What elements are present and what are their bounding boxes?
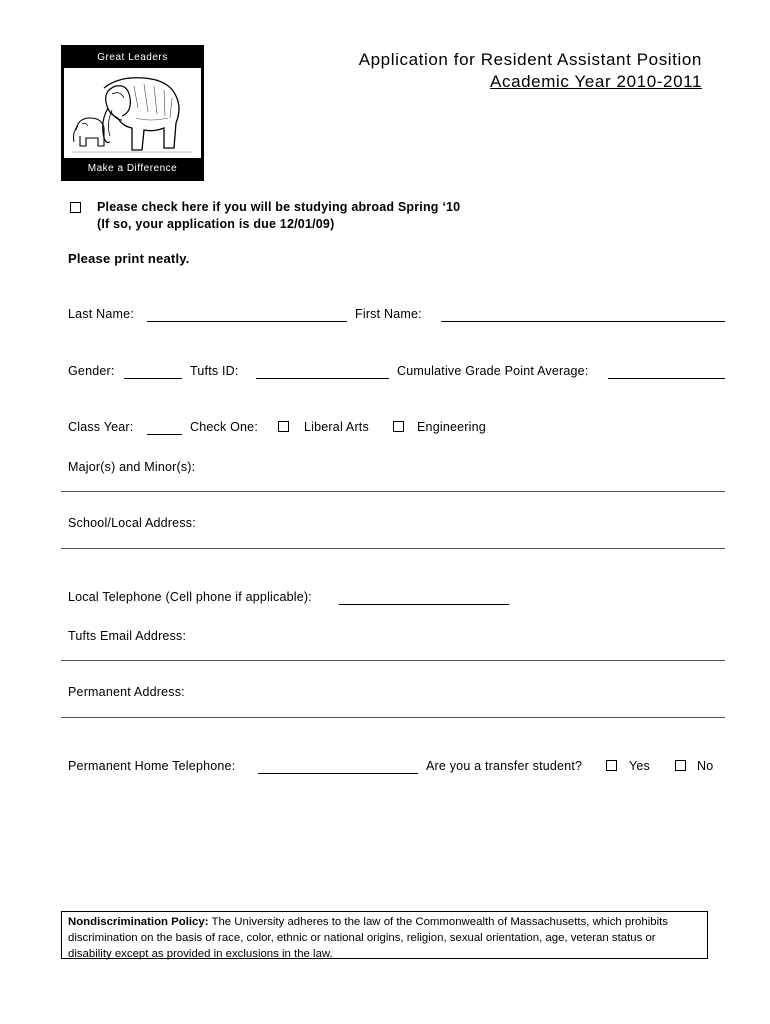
print-neatly-instruction: Please print neatly. [68, 251, 190, 266]
gpa-label: Cumulative Grade Point Average: [397, 364, 589, 378]
check-one-label: Check One: [190, 420, 259, 434]
study-abroad-label: Please check here if you will be studying abroad Spring ‘10 [97, 200, 461, 214]
last-name-label: Last Name: [68, 307, 134, 321]
logo-top-text: Great Leaders [97, 52, 168, 63]
policy-heading: Nondiscrimination Policy: [68, 916, 209, 928]
last-name-field[interactable] [147, 321, 347, 322]
policy-text: The University adheres to the law of the Commonwealth of Massachusetts, which prohibits discrimination on the basis of race, color, ethnic or national origins, religion, sexual orientation, age, veteran status or disability except as provided in exclusions in the law. [68, 916, 668, 960]
school-address-field[interactable] [61, 548, 725, 549]
logo-bottom-text: Make a Difference [87, 163, 178, 174]
class-year-label: Class Year: [68, 420, 134, 434]
study-abroad-due-note: (If so, your application is due 12/01/09) [97, 217, 335, 231]
tufts-id-field[interactable] [256, 378, 389, 379]
logo [61, 45, 204, 181]
transfer-no-checkbox[interactable] [675, 760, 686, 771]
elephant-family-icon [64, 68, 201, 158]
transfer-student-label: Are you a transfer student? [426, 759, 583, 773]
engineering-checkbox[interactable] [393, 421, 404, 432]
liberal-arts-checkbox[interactable] [278, 421, 289, 432]
home-telephone-label: Permanent Home Telephone: [68, 759, 236, 773]
permanent-address-label: Permanent Address: [68, 685, 185, 699]
study-abroad-checkbox[interactable] [70, 202, 81, 213]
school-address-label: School/Local Address: [68, 516, 196, 530]
local-telephone-label: Local Telephone (Cell phone if applicable): [68, 590, 312, 604]
class-year-field[interactable] [147, 434, 182, 435]
email-field[interactable] [61, 660, 725, 661]
gender-field[interactable] [124, 378, 182, 379]
first-name-field[interactable] [441, 321, 725, 322]
gender-label: Gender: [68, 364, 115, 378]
liberal-arts-label: Liberal Arts [304, 420, 369, 434]
nondiscrimination-policy-box [61, 911, 708, 959]
local-telephone-field[interactable] [339, 604, 509, 605]
first-name-label: First Name: [355, 307, 422, 321]
engineering-label: Engineering [417, 420, 486, 434]
transfer-yes-checkbox[interactable] [606, 760, 617, 771]
majors-minors-label: Major(s) and Minor(s): [68, 460, 196, 474]
home-telephone-field[interactable] [258, 773, 418, 774]
transfer-yes-label: Yes [629, 759, 650, 773]
transfer-no-label: No [697, 759, 714, 773]
form-title: Application for Resident Assistant Position [358, 50, 702, 69]
permanent-address-field[interactable] [61, 717, 725, 718]
tufts-id-label: Tufts ID: [190, 364, 239, 378]
academic-year: Academic Year 2010-2011 [490, 72, 702, 91]
majors-minors-field[interactable] [61, 491, 725, 492]
email-label: Tufts Email Address: [68, 629, 187, 643]
gpa-field[interactable] [608, 378, 725, 379]
